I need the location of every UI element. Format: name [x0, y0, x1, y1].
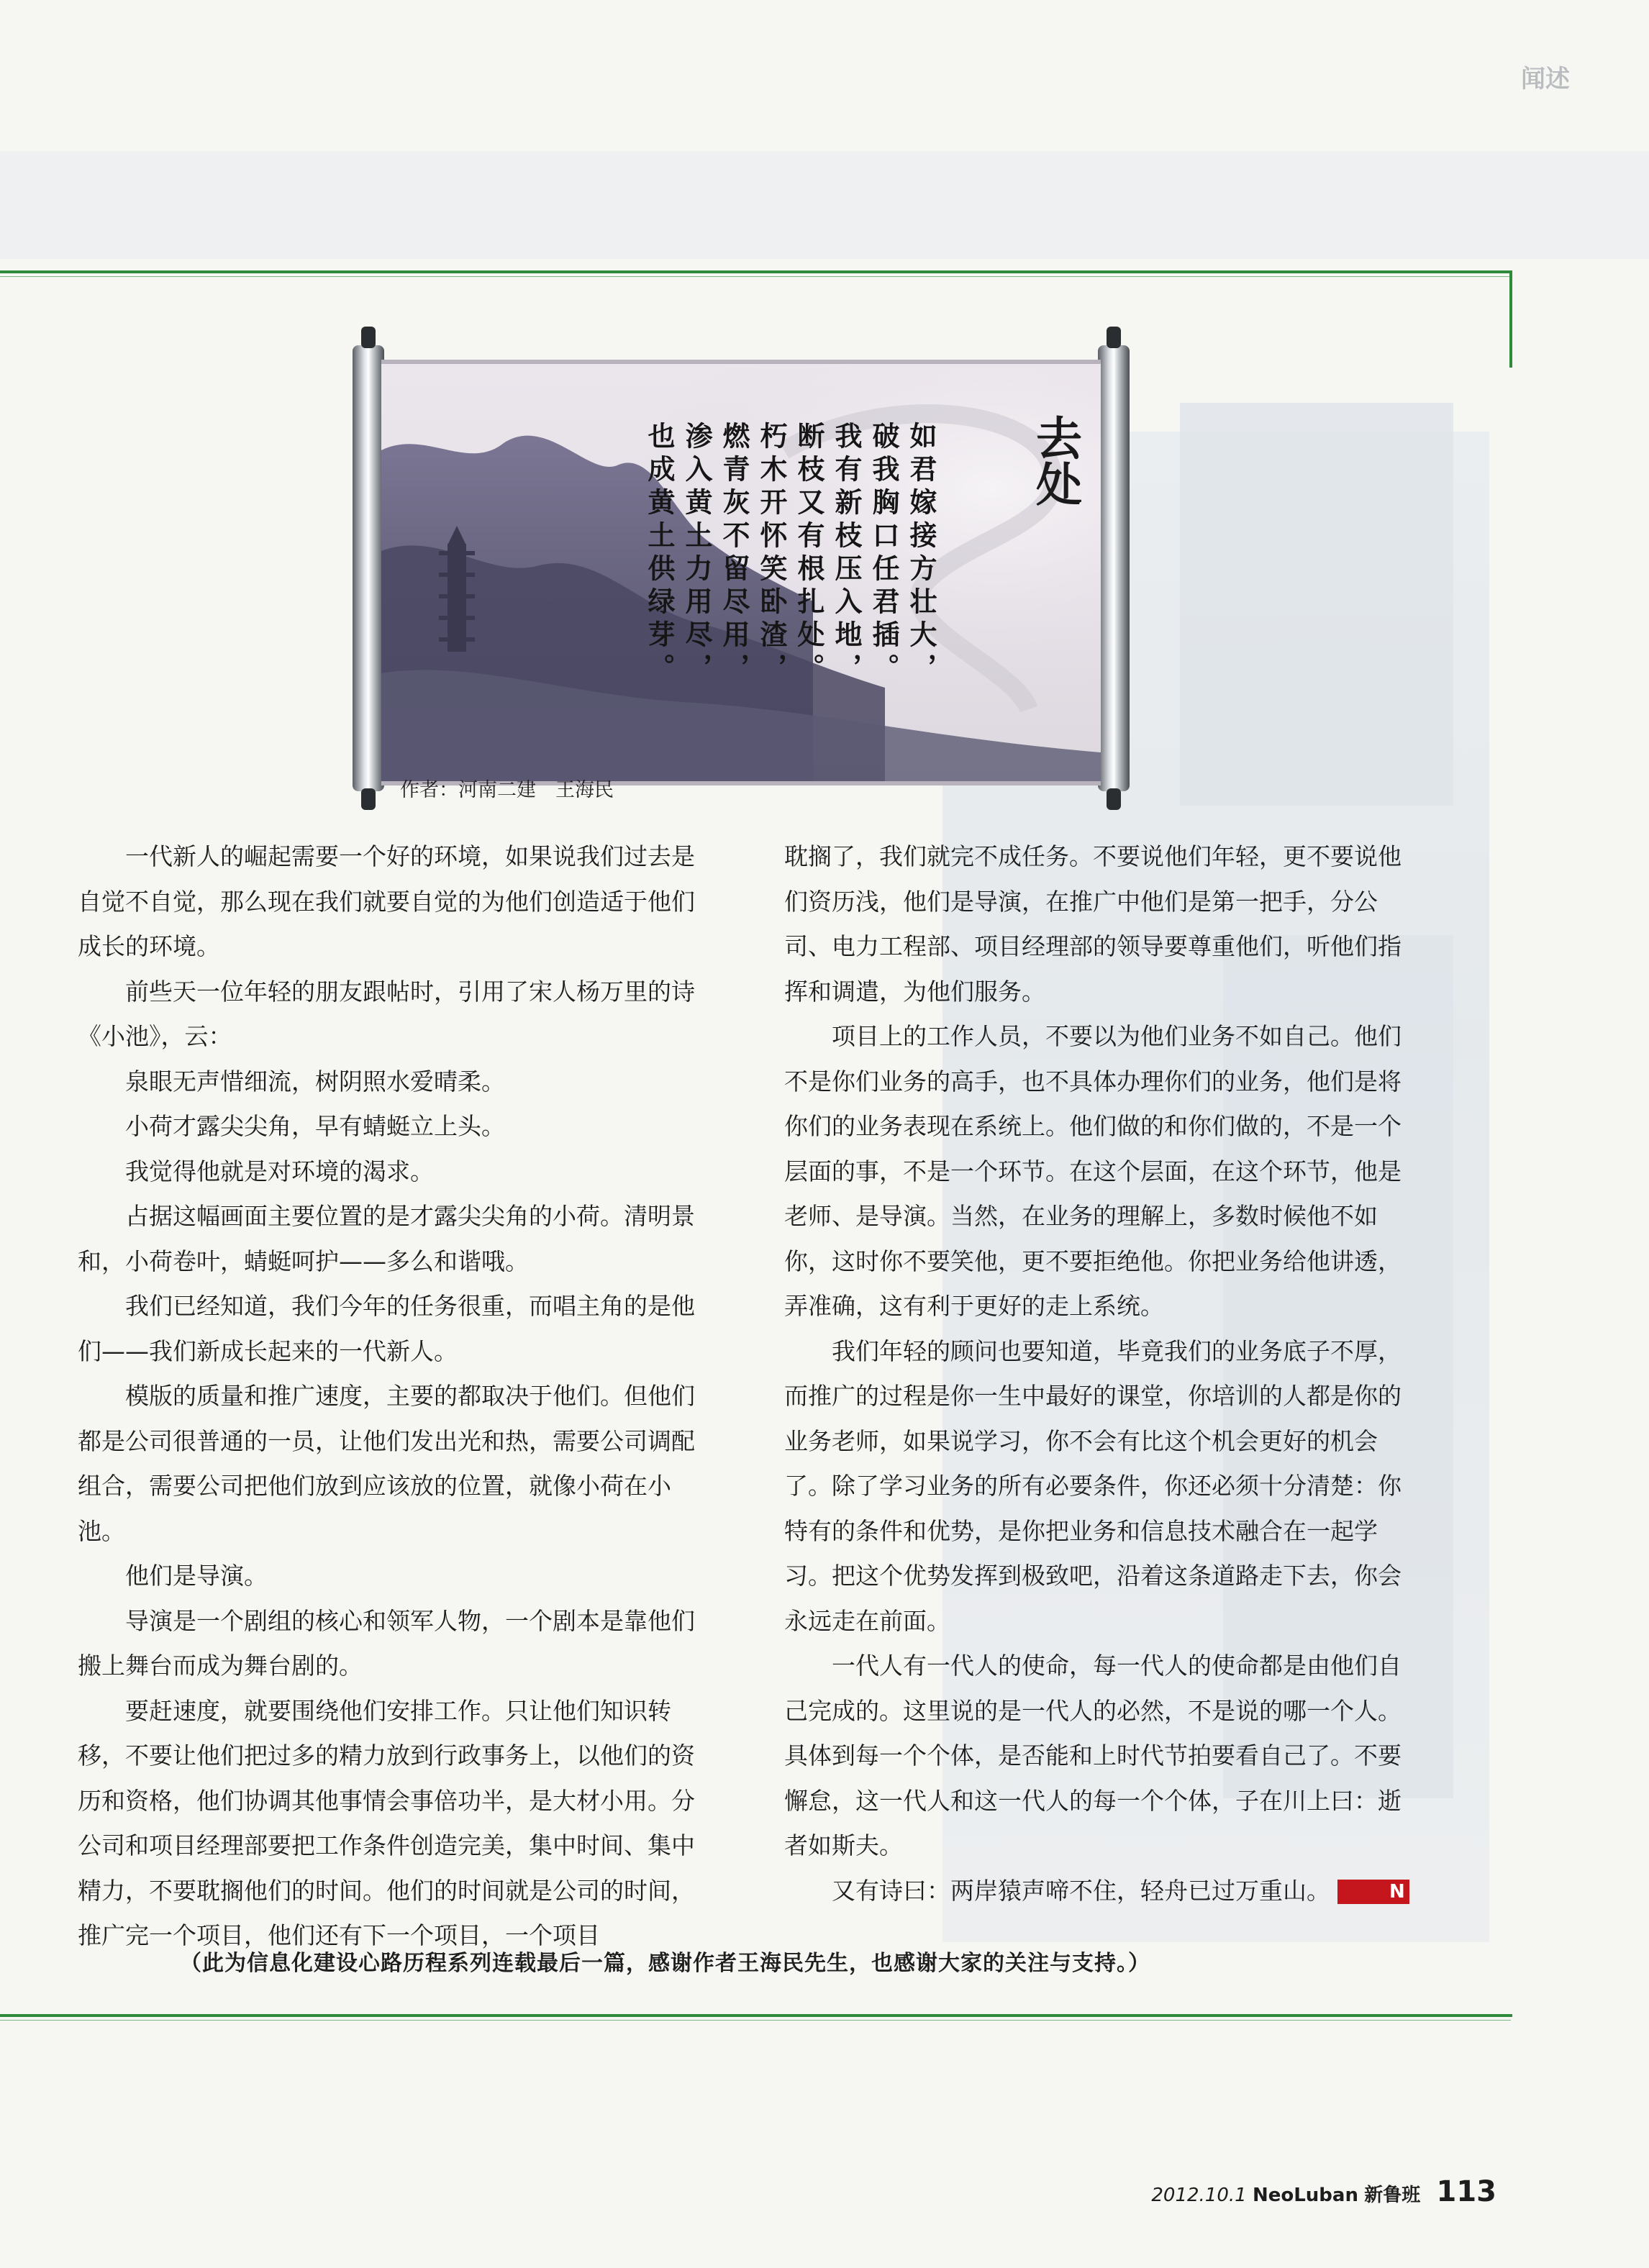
issue-date: 2012.10.1 — [1151, 2185, 1247, 2206]
paragraph: 项目上的工作人员，不要以为他们业务不如自己。他们不是你们业务的高手，也不具体办理你们的业务，他们是将你们的业务表现在系统上。他们做的和你们做的，不是一个层面的事，不是一个环节。在这个层面，在这个环节，他是老师、是导演。当然，在业务的理解上，多数时候他不如你，这时你不要笑他，更不要拒绝他。你把业务给他讲透，弄准确，这有利于更好的走上系统。 — [784, 1022, 1402, 1320]
poem-scroll — [338, 345, 1144, 791]
closing-paragraph — [784, 1869, 1425, 1914]
section-label: 闻述 — [1521, 65, 1570, 94]
background-block — [1180, 403, 1453, 806]
paragraph: 占据这幅画面主要位置的是才露尖尖角的小荷。清明景和，小荷卷叶，蜻蜓呵护——多么和谐哦。 — [78, 1202, 695, 1275]
series-note: （此为信息化建设心路历程系列连载最后一篇，感谢作者王海民先生，也感谢大家的关注与支持。） — [180, 1951, 1150, 1976]
top-rule-thin — [0, 276, 1511, 277]
paragraph: 我们已经知道，我们今年的任务很重，而唱主角的是他们——我们新成长起来的一代新人。 — [78, 1292, 695, 1365]
poem-line: 燃青灰不留尽用， — [718, 422, 750, 686]
paragraph: 一代新人的崛起需要一个好的环境，如果说我们过去是自觉不自觉，那么现在我们就要自觉的为他们创造适于他们成长的环境。 — [78, 842, 695, 960]
page-number: 113 — [1436, 2175, 1496, 2208]
paragraph: 他们是导演。 — [125, 1562, 268, 1590]
poem-line: 渗入黄土力用尽， — [681, 422, 713, 686]
paragraph: 我觉得他就是对环境的渴求。 — [125, 1157, 434, 1185]
scroll-rod-right — [1098, 345, 1130, 791]
bottom-rule — [0, 2014, 1512, 2017]
page-footer — [1151, 2175, 1496, 2208]
poem-quote-line: 小荷才露尖尖角，早有蜻蜓立上头。 — [125, 1112, 505, 1140]
poem-quote-line: 泉眼无声惜细流，树阴照水爱晴柔。 — [125, 1067, 505, 1096]
brand-en: NeoLuban — [1252, 2185, 1358, 2206]
poem-line: 如君嫁接方壮大， — [905, 422, 937, 686]
poem-title: 去处 — [1028, 414, 1082, 506]
scroll-paper — [381, 360, 1101, 785]
top-rule — [0, 270, 1512, 273]
paragraph: 模版的质量和推广速度，主要的都取决于他们。但他们都是公司很普通的一员，让他们发出光和热，需要公司调配组合，需要公司把他们放到应该放的位置，就像小荷在小池。 — [78, 1382, 695, 1545]
background-bleed-top — [0, 151, 1649, 259]
brand-cn: 新鲁班 — [1364, 2185, 1421, 2206]
paragraph: 前些天一位年轻的朋友跟帖时，引用了宋人杨万里的诗《小池》，云： — [78, 977, 695, 1050]
article-column-right — [784, 834, 1425, 1913]
poem-line: 破我胸口任君插。 — [868, 422, 900, 686]
poem-line: 我有新枝压入地， — [830, 422, 863, 686]
paragraph: 我们年轻的顾问也要知道，毕竟我们的业务底子不厚，而推广的过程是你一生中最好的课堂，你培训的人都是你的业务老师，如果说学习，你不会有比这个机会更好的机会了。除了学习业务的所有必要条件，你还必须十分清楚：你特有的条件和优势，是你把业务和信息技术融合在一起学习。把这个优势发挥到极致吧，沿着这条道路走下去，你会永远走在前面。 — [784, 1336, 1402, 1635]
paragraph: 导演是一个剧组的核心和领军人物，一个剧本是靠他们搬上舞台而成为舞台剧的。 — [78, 1606, 695, 1680]
scroll-rod-left — [353, 345, 384, 791]
paragraph: 要赶速度，就要围绕他们安排工作。只让他们知识转移，不要让他们把过多的精力放到行政事务上，以他们的资历和资格，他们协调其他事情会事倍功半，是大材小用。分公司和项目经理部要把工作条件创造完美，集中时间、集中精力，不要耽搁他们的时间。他们的时间就是公司的时间，推广完一个项目，他们还有下一个项目，一个项目 — [78, 1696, 695, 1949]
article-column-left — [78, 834, 718, 1959]
poem-line: 朽木开怀笑卧渣， — [755, 422, 788, 686]
author-caption: 作者：河南二建 王海民 — [400, 779, 614, 801]
end-mark-icon: N — [1337, 1880, 1409, 1904]
closing-text: 又有诗曰：两岸猿声啼不住，轻舟已过万重山。 — [832, 1876, 1330, 1905]
poem-body — [640, 422, 940, 752]
paragraph-continuation: 耽搁了，我们就完不成任务。不要说他们年轻，更不要说他们资历浅，他们是导演，在推广中他们是第一把手，分公司、电力工程部、项目经理部的领导要尊重他们，听他们指挥和调遣，为他们服务。 — [784, 842, 1402, 1006]
poem-line: 也成黄土供绿芽。 — [643, 422, 676, 686]
paragraph: 一代人有一代人的使命，每一代人的使命都是由他们自己完成的。这里说的是一代人的必然，不是说的哪一个人。具体到每一个个体，是否能和上时代节拍要看自己了。不要懈怠，这一代人和这一代人的每一个个体，子在川上曰：逝者如斯夫。 — [784, 1652, 1402, 1859]
right-rule — [1509, 270, 1512, 368]
poem-line: 断枝又有根扎处。 — [793, 422, 825, 686]
bottom-rule-thin — [0, 2020, 1511, 2021]
